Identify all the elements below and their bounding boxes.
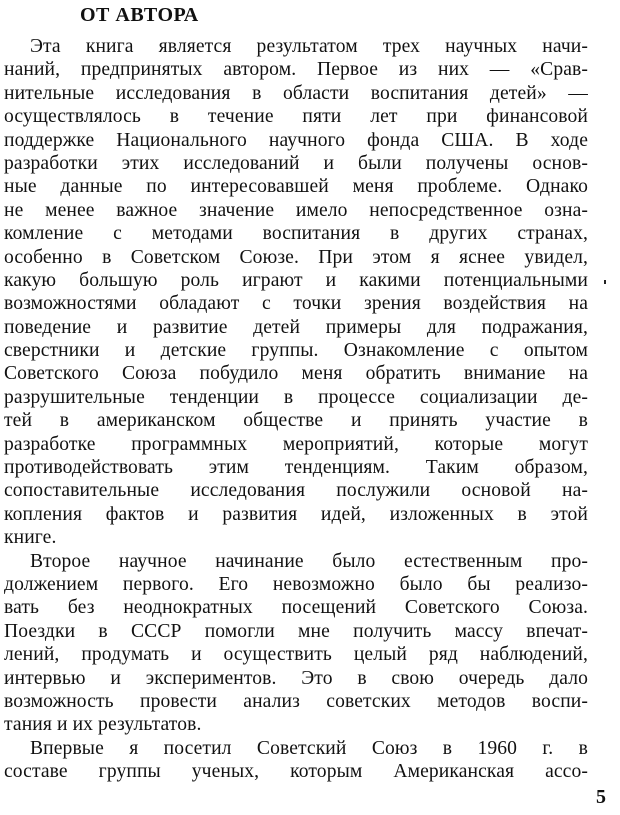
text-line: возможность провести анализ советских методов воспи-: [4, 690, 588, 712]
text-line: какую большую роль играют и какими потенциальными: [4, 269, 588, 291]
text-line: Советского Союза побудило меня обратить внимание на: [4, 363, 588, 385]
text-line: разработки этих исследований и были получены основ-: [4, 152, 588, 174]
text-line: поддержке Национального научного фонда США. В ходе: [4, 129, 588, 151]
text-line: Впервые я посетил Советский Союз в 1960 г. в: [30, 737, 588, 759]
text-line: противодействовать этим тенденциям. Таким образом,: [4, 457, 588, 479]
text-line: ные данные по интересовавшей меня проблеме. Однако: [4, 176, 588, 198]
page-number: 5: [596, 786, 606, 808]
print-speck: [604, 280, 606, 284]
text-line: вать без неоднократных посещений Советского Союза.: [4, 597, 588, 619]
text-line: составе группы ученых, которым Американская ассо-: [4, 761, 588, 783]
text-line: интервью и экспериментов. Это в свою очередь дало: [4, 667, 588, 689]
text-line: тей в американском обществе и принять участие в: [4, 410, 588, 432]
text-line: сверстники и детские группы. Ознакомление с опытом: [4, 340, 588, 362]
text-line: нительные исследования в области воспитания детей» —: [4, 82, 588, 104]
text-line: сопоставительные исследования послужили основой на-: [4, 480, 588, 502]
text-line: осуществлялось в течение пяти лет при финансовой: [4, 106, 588, 128]
text-line: должением первого. Его невозможно было бы реализо-: [4, 573, 588, 595]
text-line: наний, предпринятых автором. Первое из них — «Срав-: [4, 59, 588, 81]
text-line: Эта книга является результатом трех научных начи-: [30, 36, 588, 57]
text-line: копления фактов и развития идей, изложенных в этой: [4, 503, 588, 525]
section-heading: ОТ АВТОРА: [80, 4, 199, 26]
text-line: комление с методами воспитания в других странах,: [4, 223, 588, 245]
text-line: книге.: [4, 527, 57, 549]
text-line: Второе научное начинание было естественным про-: [30, 550, 588, 572]
text-line: тания и их результатов.: [4, 714, 202, 736]
text-line: поведение и развитие детей примеры для подражания,: [4, 316, 588, 338]
text-line: возможностями обладают с точки зрения воздействия на: [4, 293, 588, 315]
text-line: Поездки в СССР помогли мне получить массу впечат-: [4, 620, 588, 642]
text-line: разработке программных мероприятий, которые могут: [4, 433, 588, 455]
text-line: особенно в Советском Союзе. При этом я яснее увидел,: [4, 246, 588, 268]
text-line: не менее важное значение имело непосредственное озна-: [4, 199, 588, 221]
body-text: [4, 35, 588, 784]
text-line: разрушительные тенденции в процессе социализации де-: [4, 386, 588, 408]
text-line: лений, продумать и осуществить целый ряд наблюдений,: [4, 644, 588, 666]
